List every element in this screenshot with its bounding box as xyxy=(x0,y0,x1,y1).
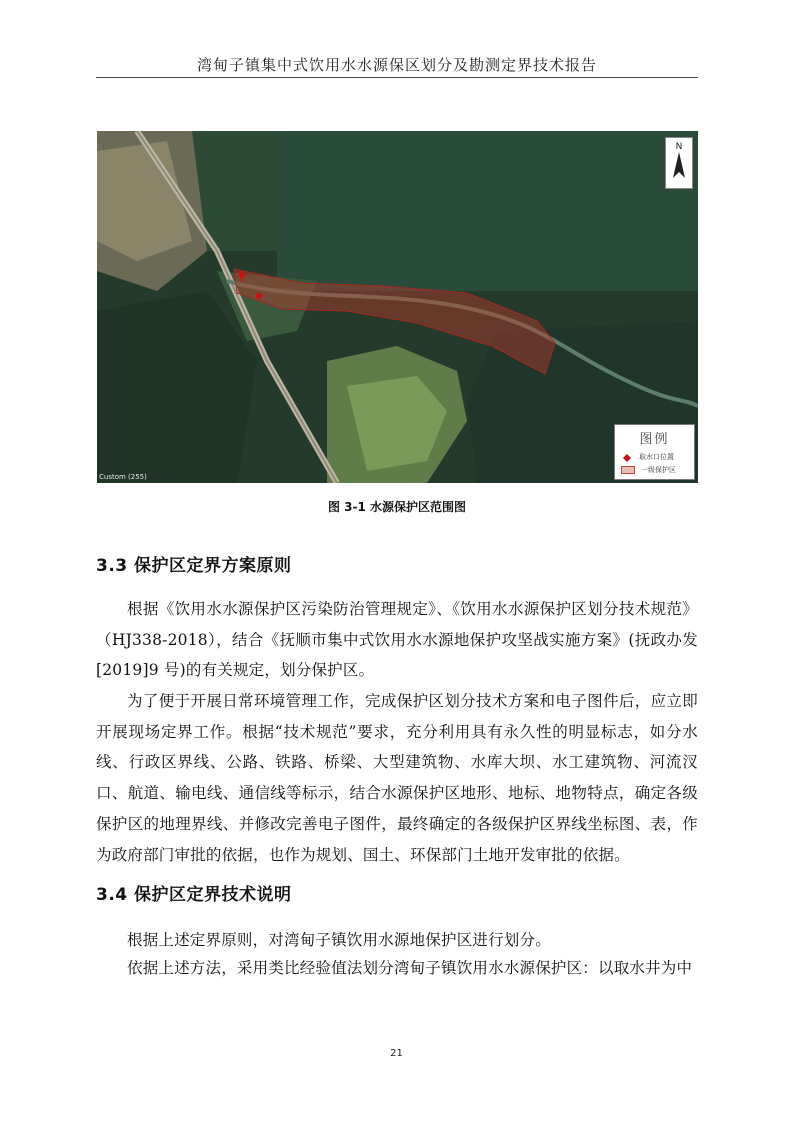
legend-title: 图例 xyxy=(639,432,670,447)
satellite-map xyxy=(97,131,698,483)
paragraph: 依据上述方法，采用类比经验值法划分湾甸子镇饮用水水源保护区：以取水井为中 xyxy=(127,959,693,977)
paragraph: 根据《饮用水水源保护区污染防治管理规定》、《饮用水水源保护区划分技术规范》（HJ338-2018），结合《抚顺市集中式饮用水水源地保护攻坚战实施方案》(抚政办发[2019]9 号)的有关规定，划分保护区。 xyxy=(96,600,698,680)
diamond-icon xyxy=(621,454,633,460)
legend-item-label: 一级保护区 xyxy=(641,466,676,474)
page-number: 21 xyxy=(390,1048,403,1059)
filled-rect-icon xyxy=(621,466,635,474)
legend-item-intake xyxy=(621,452,674,462)
paragraph: 根据上述定界原则，对湾甸子镇饮用水源地保护区进行划分。 xyxy=(127,931,551,949)
figure-caption: 图 3-1 水源保护区范围图 xyxy=(327,500,467,514)
section-title: 3.3 保护区定界方案原则 xyxy=(96,556,292,576)
map-legend xyxy=(614,424,695,480)
legend-item-label: 取水口位置 xyxy=(639,453,674,461)
header-rule xyxy=(96,77,698,78)
section-title: 3.4 保护区定界技术说明 xyxy=(96,885,292,905)
page-header: 湾甸子镇集中式饮用水水源保区划分及勘测定界技术报告 xyxy=(196,56,597,74)
north-label: N xyxy=(675,142,683,152)
legend-item-zone xyxy=(621,465,676,475)
north-arrow xyxy=(665,137,693,189)
paragraph: 为了便于开展日常环境管理工作，完成保护区划分技术方案和电子图件后，应立即开展现场定界工作。根据“技术规范”要求，充分利用具有永久性的明显标志，如分水线、行政区界线、公路、铁路、桥梁、大型建筑物、水库大坝、水工建筑物、河流汊口、航道、输电线、通信线等标示，结合水源保护区地形、地标、地物特点，确定各级保护区的地理界线、并修改完善电子图件，最终确定的各级保护区界线坐标图、表，作为政府部门审批的依据，也作为规划、国土、环保部门土地开发审批的依据。 xyxy=(96,692,698,864)
map-graphic xyxy=(97,131,698,483)
map-copyright: Custom (255) xyxy=(99,473,147,481)
